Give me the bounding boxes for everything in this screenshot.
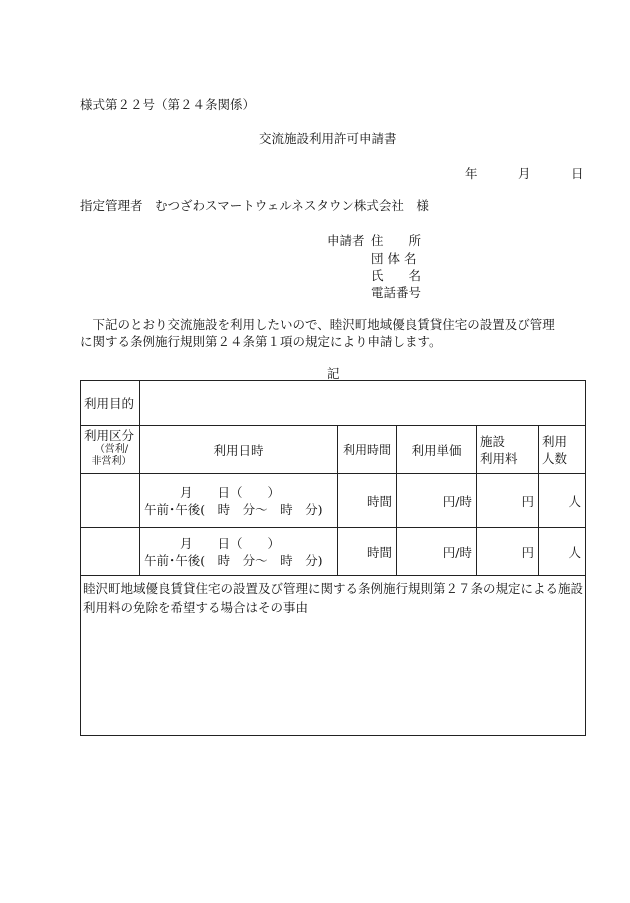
people-header-line-2: 人数 <box>542 450 568 466</box>
form-title: 交流施設利用許可申請書 <box>259 131 397 146</box>
exemption-text: 睦沢町地域優良賃貸住宅の設置及び管理に関する条例施行規則第２７条の規定による施設利用料の免除を希望する場合はその事由 <box>83 581 584 615</box>
usage-row-2-unit-price[interactable]: 円/時 <box>397 528 477 576</box>
ki-label: 記 <box>327 366 340 381</box>
exemption-row <box>81 576 586 736</box>
fee-header-line-2: 利用料 <box>480 450 518 466</box>
date-month: 月 <box>518 166 531 181</box>
applicant-address-label: 住 所 <box>371 233 422 248</box>
usage-row-2-time: 午前･午後( 時 分～ 時 分) <box>144 552 323 568</box>
datetime-header: 利用日時 <box>140 426 338 474</box>
applicant-phone-label: 電話番号 <box>371 285 422 300</box>
addressee: 指定管理者 むつざわスマートウェルネスタウン株式会社 様 <box>80 198 429 213</box>
usage-row-1 <box>81 474 586 528</box>
category-header <box>81 426 140 474</box>
applicant-name-label: 氏 名 <box>371 268 422 283</box>
fee-header-line-1: 施設 <box>480 433 506 449</box>
category-label: 利用区分 <box>84 428 135 443</box>
usage-row-1-time: 午前･午後( 時 分～ 時 分) <box>144 501 323 517</box>
form-number: 様式第２２号（第２４条関係） <box>80 97 256 112</box>
usage-row-2-hours[interactable]: 時間 <box>338 528 397 576</box>
applicant-label: 申請者 <box>327 233 365 248</box>
usage-row-2-people[interactable]: 人 <box>539 528 586 576</box>
header-row <box>81 426 586 474</box>
purpose-field[interactable] <box>140 381 586 426</box>
people-header <box>539 426 586 474</box>
usage-row-1-category[interactable] <box>81 474 140 528</box>
usage-row-2 <box>81 528 586 576</box>
category-sub-2: 非営利） <box>91 456 132 467</box>
usage-row-1-datetime[interactable] <box>140 474 338 528</box>
usage-row-2-category[interactable] <box>81 528 140 576</box>
body-text-line-2: に関する条例施行規則第２４条第１項の規定により申請します。 <box>80 334 442 349</box>
usage-row-1-hours[interactable]: 時間 <box>338 474 397 528</box>
fee-header <box>477 426 539 474</box>
body-text-line-1: 下記のとおり交流施設を利用したいので、睦沢町地域優良賃貸住宅の設置及び管理 <box>80 317 555 332</box>
exemption-field[interactable] <box>81 576 586 736</box>
usage-row-1-date: 月 日（ ） <box>180 484 281 500</box>
unit-price-header: 利用単価 <box>397 426 477 474</box>
purpose-label: 利用目的 <box>81 381 140 426</box>
category-sub-1: （営利/ <box>94 444 129 455</box>
applicant-organization-label: 団 体 名 <box>371 251 417 266</box>
usage-row-1-fee[interactable]: 円 <box>477 474 539 528</box>
usage-row-2-datetime[interactable] <box>140 528 338 576</box>
usage-row-1-people[interactable]: 人 <box>539 474 586 528</box>
hours-header: 利用時間 <box>338 426 397 474</box>
date-year: 年 <box>465 166 478 181</box>
usage-row-2-fee[interactable]: 円 <box>477 528 539 576</box>
usage-row-2-date: 月 日（ ） <box>180 535 281 551</box>
purpose-row <box>81 381 586 426</box>
date-day: 日 <box>571 166 584 181</box>
usage-row-1-unit-price[interactable]: 円/時 <box>397 474 477 528</box>
people-header-line-1: 利用 <box>542 433 568 449</box>
application-table <box>80 380 586 736</box>
